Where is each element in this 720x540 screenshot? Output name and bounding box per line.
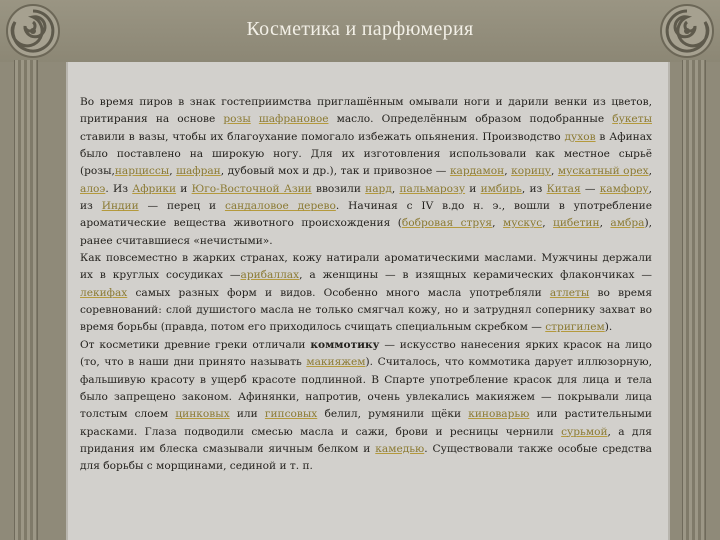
link-palmarozu[interactable]: пальмарозу: [399, 182, 466, 195]
link-shafran[interactable]: шафран: [176, 165, 221, 178]
body-text: [80, 94, 652, 476]
slide-title: Косметика и парфюмерия: [246, 18, 474, 40]
column-right: [682, 60, 706, 540]
link-aloe[interactable]: алоэ: [80, 182, 106, 195]
link-bukety[interactable]: букеты: [612, 113, 652, 126]
link-tsibetin[interactable]: цибетин: [553, 217, 600, 230]
link-strigil[interactable]: стригилем: [545, 321, 605, 334]
link-nartsissy[interactable]: нарциссы: [114, 165, 170, 178]
paragraph-3: От косметики древние греки отличали коммотику — искусство нанесения ярких красок на лицо (то, что в наши дни принято называть макияжем). Считалось, что коммотика дарует иллюзорную, фальшивую красоту в ущерб красоте подлинной. В Спарте употребление красок для лица и тела было запрещено законом. Афинянки, напротив, очень увлекались макияжем — покрывали лица толстым слоем цинковых или гипсовых белил, румянили щёки киноварью или растительными красками. Глаза подводили смесью масла и сажи, брови и ресницы чернили сурьмой, а для придания им блеска смазывали яичным белком и камедью. Существовали также особые средства для борьбы с морщинами, сединой и т. п.: [80, 338, 653, 473]
link-shafranovoe[interactable]: шафрановое: [258, 113, 329, 126]
link-rozy[interactable]: розы: [223, 113, 251, 126]
link-tsinkovye[interactable]: цинковых: [175, 408, 230, 421]
link-bobrovaya-struya[interactable]: бобровая струя: [401, 217, 493, 230]
term-kommotika: коммотику: [310, 338, 380, 351]
link-sandalovoe-derevo[interactable]: сандаловое дерево: [224, 200, 336, 213]
paragraph-2: Как повсеместно в жарких странах, кожу натирали ароматическими маслами. Мужчины держали их в круглых сосудиках —арибаллах, а женщины — в изящных керамических флакончиках — лекифах самых разных форм и видов. Особенно много масла употребляли атлеты во время соревнований: слой душистого масла не только смягчал кожу, но и затруднял сопернику захват во время борьбы (правда, потом его приходилось счищать специальным скребком — стригилем).: [80, 252, 653, 334]
link-ambra[interactable]: амбра: [610, 217, 645, 230]
link-muskatny-oreh[interactable]: мускатный орех: [557, 165, 649, 178]
link-makiyazh[interactable]: макияжем: [306, 356, 366, 369]
link-afriki[interactable]: Африки: [132, 182, 177, 195]
link-aribally[interactable]: арибаллах: [240, 269, 300, 282]
link-gipsovye[interactable]: гипсовых: [264, 408, 318, 421]
link-duhov[interactable]: духов: [564, 130, 596, 143]
link-imbir[interactable]: имбирь: [480, 182, 522, 195]
link-surma[interactable]: сурьмой: [561, 425, 608, 438]
link-indii[interactable]: Индии: [101, 200, 139, 213]
link-lekify[interactable]: лекифах: [80, 286, 128, 299]
link-kitaya[interactable]: Китая: [546, 182, 581, 195]
link-kardamon[interactable]: кардамон: [449, 165, 505, 178]
link-kamed[interactable]: камедью: [375, 442, 425, 455]
column-left: [14, 60, 38, 540]
paragraph-1: Во время пиров в знак гостеприимства приглашённым омывали ноги и дарили венки из цветов, притирания на основе розы шафрановое масло. Определённым образом подобранные букеты ставили в вазы, чтобы их благоухание помогало избежать опьянения. Производство духов в Афинах было поставлено на широкую ногу. Для их изготовления использовали как местное сырьё (розы,нарциссы, шафран, дубовый мох и др.), так и привозное — кардамон, корицу, мускатный орех, алоэ. Из Африки и Юго-Восточной Азии ввозили нард, пальмарозу и имбирь, из Китая — камфору, из Индии — перец и сандаловое дерево. Начиная с IV в.до н. э., вошли в употребление ароматические вещества животного происхождения (бобровая струя, мускус, цибетин, амбра), ранее считавшиеся «нечистыми».: [80, 96, 653, 247]
link-atlety[interactable]: атлеты: [549, 286, 590, 299]
link-muskus[interactable]: мускус: [502, 217, 543, 230]
link-yugo-vostochnoy-azii[interactable]: Юго-Восточной Азии: [191, 182, 312, 195]
link-kamforu[interactable]: камфору: [599, 182, 649, 195]
link-kinovar[interactable]: киноварью: [468, 408, 530, 421]
link-nard[interactable]: нард: [365, 182, 392, 195]
link-koritsu[interactable]: корицу: [511, 165, 551, 178]
